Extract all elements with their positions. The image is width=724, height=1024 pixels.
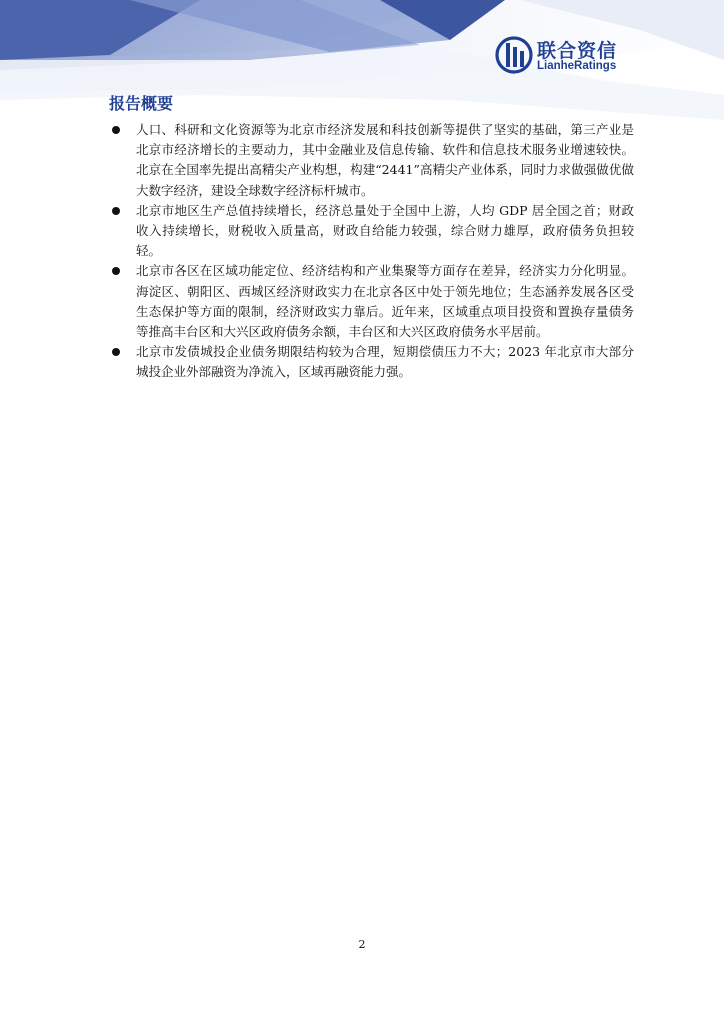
bullet-dot-icon [112, 267, 120, 275]
logo-english-name: LianheRatings [537, 60, 617, 72]
summary-bullet-item [104, 120, 634, 201]
summary-bullet-item [104, 342, 634, 382]
lianhe-ratings-logo [495, 36, 625, 76]
summary-bullet-item [104, 201, 634, 262]
bullet-text: 北京市各区在区域功能定位、经济结构和产业集聚等方面存在差异，经济实力分化明显。海淀区、朝阳区、西城区经济财政实力在北京各区中处于领先地位；生态涵养发展各区受生态保护等方面的限制，经济财政实力靠后。近年来，区域重点项目投资和置换存量债务等推高丰台区和大兴区政府债务余额，丰台区和大兴区政府债务水平居前。 [136, 263, 634, 340]
logo-chinese-name: 联合资信 [537, 40, 618, 62]
summary-bullet-item [104, 261, 634, 342]
bullet-dot-icon [112, 126, 120, 134]
lianhe-logo-mark-icon [495, 36, 533, 74]
section-title: 报告概要 [109, 94, 174, 113]
bullet-dot-icon [112, 348, 120, 356]
bullet-dot-icon [112, 207, 120, 215]
page-number: 2 [358, 938, 366, 951]
bullet-text: 北京市地区生产总值持续增长，经济总量处于全国中上游，人均 GDP 居全国之首；财政收入持续增长，财税收入质量高，财政自给能力较强，综合财力雄厚，政府债务负担较轻。 [136, 202, 634, 259]
bullet-text: 北京市发债城投企业债务期限结构较为合理，短期偿债压力不大；2023 年北京市大部分城投企业外部融资为净流入，区域再融资能力强。 [136, 344, 634, 380]
bullet-text: 人口、科研和文化资源等为北京市经济发展和科技创新等提供了坚实的基础，第三产业是北京市经济增长的主要动力，其中金融业及信息传输、软件和信息技术服务业增速较快。北京在全国率先提出高精尖产业构想，构建“2441”高精尖产业体系，同时力求做强做优做大数字经济，建设全球数字经济标杆城市。 [136, 122, 634, 198]
summary-bullet-list [104, 120, 634, 383]
